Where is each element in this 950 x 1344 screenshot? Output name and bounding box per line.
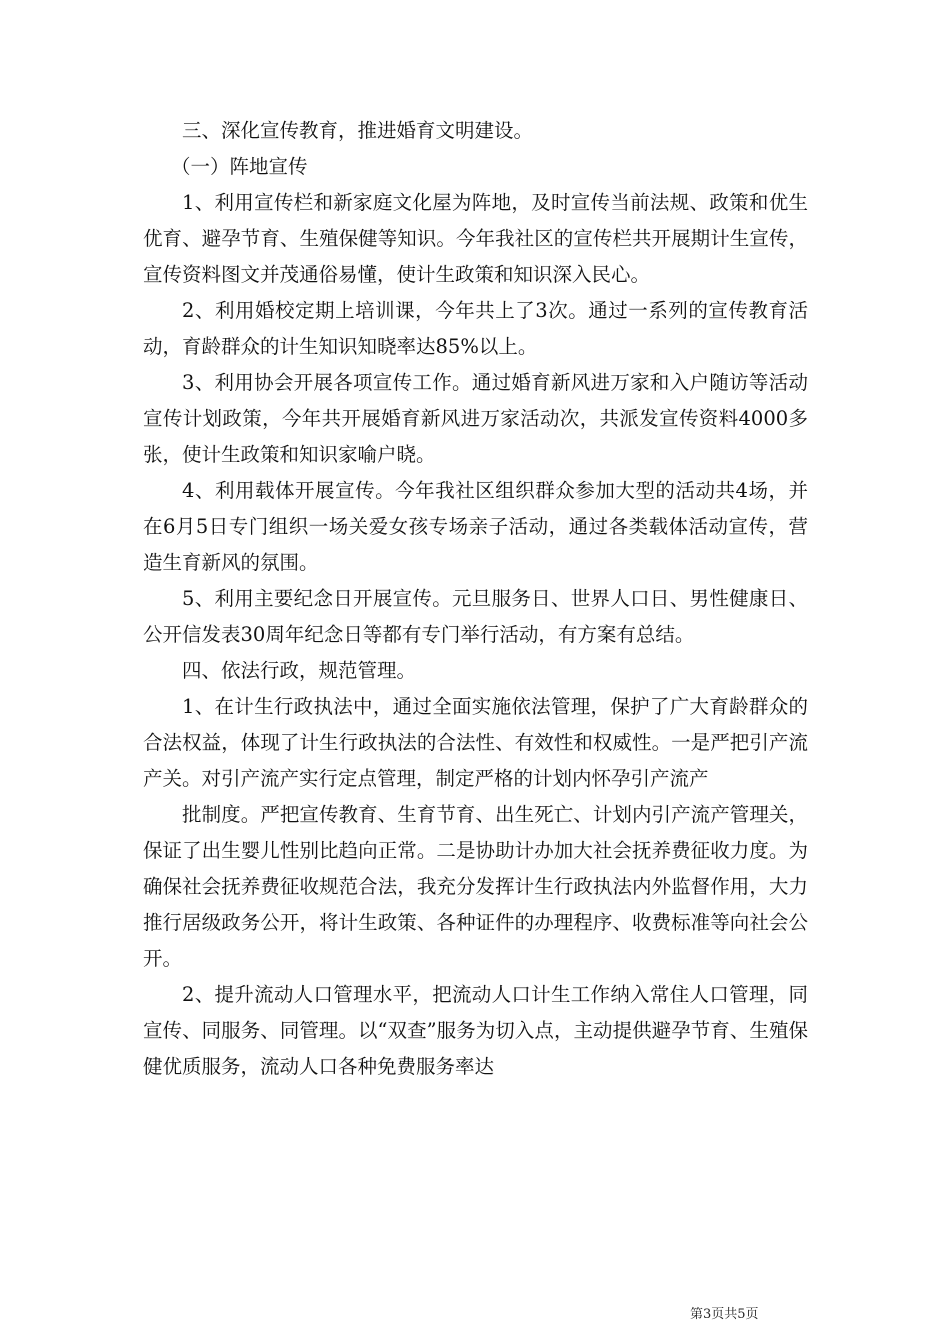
section-heading-3: 三、深化宣传教育，推进婚育文明建设。 bbox=[182, 119, 534, 142]
subsection-heading: （一）阵地宣传 bbox=[171, 155, 308, 178]
paragraph: 2、利用婚校定期上培训课，今年共上了3次。通过一系列的宣传教育活动，育龄群众的计生知识知晓率达85%以上。 bbox=[143, 299, 808, 358]
document-body bbox=[143, 113, 808, 1085]
paragraph: 批制度。严把宣传教育、生育节育、出生死亡、计划内引产流产管理关，保证了出生婴儿性别比趋向正常。二是协助计办加大社会抚养费征收力度。为确保社会抚养费征收规范合法，我充分发挥计生行政执法内外监督作用，大力推行居级政务公开，将计生政策、各种证件的办理程序、收费标准等向社会公开。 bbox=[143, 803, 808, 970]
paragraph: 5、利用主要纪念日开展宣传。元旦服务日、世界人口日、男性健康日、公开信发表30周年纪念日等都有专门举行活动，有方案有总结。 bbox=[143, 587, 808, 646]
paragraph: 2、提升流动人口管理水平，把流动人口计生工作纳入常住人口管理，同宣传、同服务、同管理。以“双查”服务为切入点，主动提供避孕节育、生殖保健优质服务，流动人口各种免费服务率达 bbox=[143, 983, 808, 1078]
paragraph: 1、在计生行政执法中，通过全面实施依法管理，保护了广大育龄群众的合法权益，体现了计生行政执法的合法性、有效性和权威性。一是严把引产流产关。对引产流产实行定点管理，制定严格的计划内怀孕引产流产 bbox=[143, 695, 808, 790]
paragraph: 1、利用宣传栏和新家庭文化屋为阵地，及时宣传当前法规、政策和优生优育、避孕节育、生殖保健等知识。今年我社区的宣传栏共开展期计生宣传，宣传资料图文并茂通俗易懂，使计生政策和知识深入民心。 bbox=[143, 191, 808, 286]
paragraph: 3、利用协会开展各项宣传工作。通过婚育新风进万家和入户随访等活动宣传计划政策，今年共开展婚育新风进万家活动次，共派发宣传资料4000多张，使计生政策和知识家喻户晓。 bbox=[143, 371, 808, 466]
paragraph: 4、利用载体开展宣传。今年我社区组织群众参加大型的活动共4场，并在6月5日专门组织一场关爱女孩专场亲子活动，通过各类载体活动宣传，营造生育新风的氛围。 bbox=[143, 479, 808, 574]
section-heading-4: 四、依法行政，规范管理。 bbox=[182, 659, 417, 682]
page-number-footer: 第3页共5页 bbox=[690, 1307, 759, 1322]
